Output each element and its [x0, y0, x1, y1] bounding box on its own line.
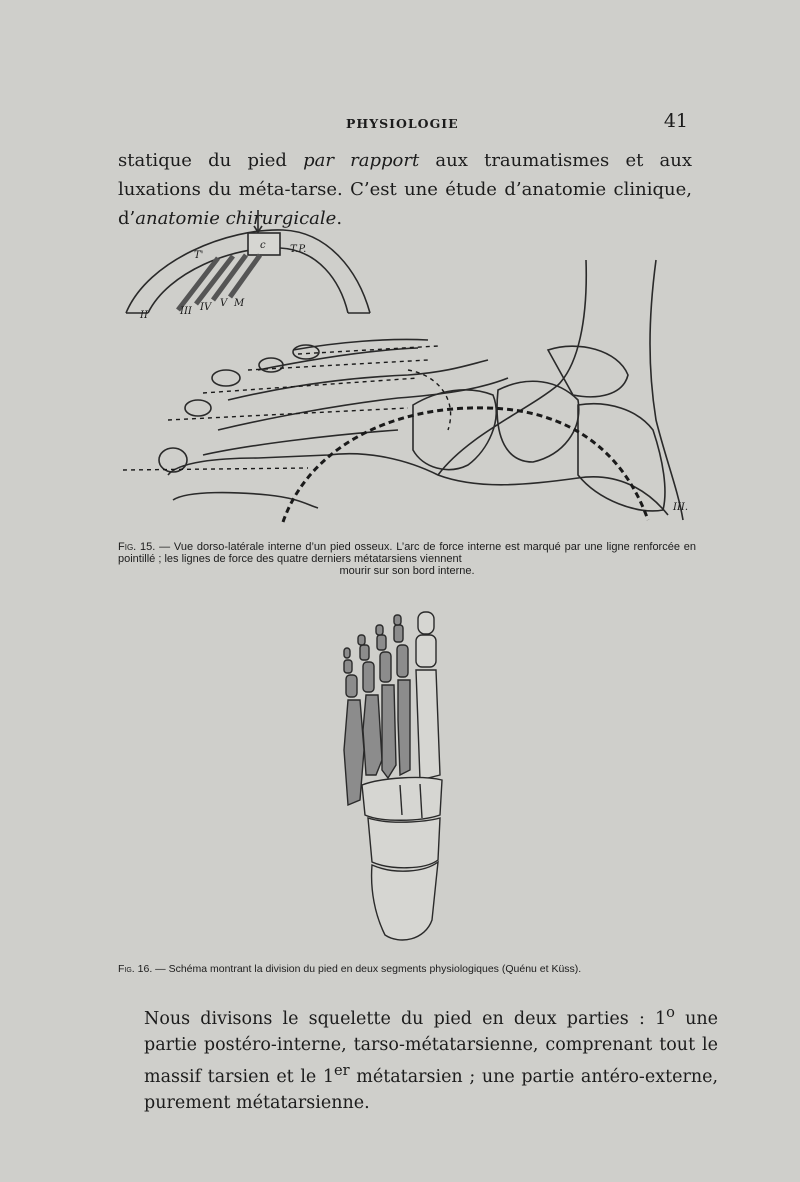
label-iii-heel: III. — [673, 502, 689, 513]
figure-15-caption — [118, 541, 696, 577]
figure-16-illustration — [330, 600, 460, 945]
figure-15-foot-lateral-view — [108, 200, 708, 530]
figure-label: Fig. 16. — [118, 963, 153, 975]
text-run: . — [336, 208, 343, 229]
label-iii: III — [180, 306, 192, 317]
text-run: statique du pied — [118, 150, 304, 171]
italic-run: par rapport — [303, 150, 420, 171]
superscript: o — [666, 1004, 675, 1021]
page-number: 41 — [663, 110, 688, 132]
caption-text: — Schéma montrant la division du pied en deux segments physiologiques (Quénu et Küss). — [152, 963, 582, 975]
figure-label: Fig. 15. — [118, 541, 156, 553]
label-v: V — [220, 298, 228, 309]
text-run: métatarsien ; une partie antéro-externe, purement métatarsienne. — [144, 1066, 719, 1113]
figure-15-illustration — [108, 200, 708, 530]
text-run: aux traumatismes et aux luxations du méta-tarse. C’est une étude d’anatomie clinique, d’ — [118, 150, 692, 229]
figure-16-foot-segments — [330, 600, 460, 945]
label-t1: T' — [194, 250, 204, 261]
caption-last-line: mourir sur son bord interne. — [339, 565, 475, 577]
caption-text: — Vue dorso-latérale interne d’un pied osseux. L’arc de force interne est marqué par une ligne renforcée en pointillé ; les lignes de force des quatre derniers métatarsiens viennent — [118, 541, 696, 565]
running-head: PHYSIOLOGIE — [346, 116, 459, 131]
page-header — [118, 112, 692, 136]
text-run: une partie postéro-interne, tarso-métatarsienne, comprenant tout le massif tarsien et le 1 — [144, 1008, 718, 1087]
text-run: Nous divisons le squelette du pied en deux parties : 1 — [144, 1008, 667, 1029]
figure-16-caption — [118, 963, 696, 975]
label-iv: IV — [200, 302, 212, 313]
superscript: er — [334, 1061, 350, 1079]
label-ii: II — [140, 310, 148, 321]
paragraph-division — [118, 1000, 718, 1116]
label-m: M — [234, 298, 245, 309]
label-tp: T.P. — [290, 244, 307, 255]
italic-run: anatomie chirurgicale — [135, 208, 337, 229]
label-c: c — [260, 240, 266, 251]
